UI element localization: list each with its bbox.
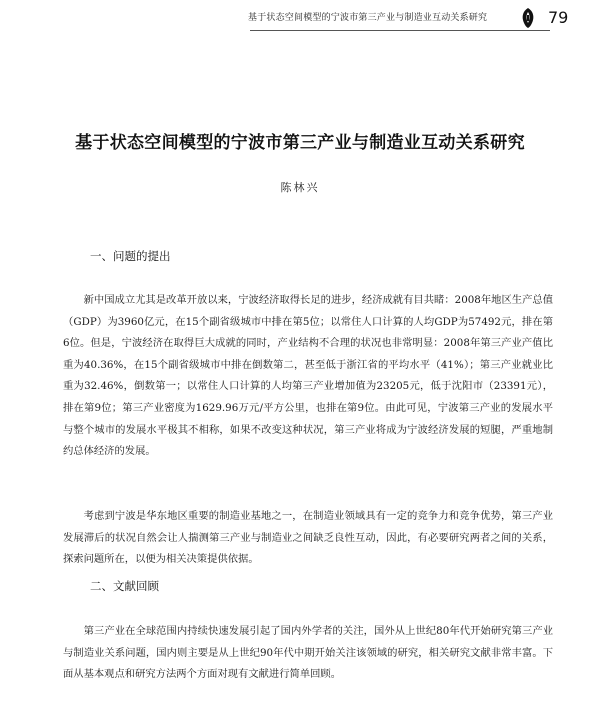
running-header: 基于状态空间模型的宁波市第三产业与制造业互动关系研究 [248,13,488,23]
body-paragraph: 新中国成立尤其是改革开放以来，宁波经济取得长足的进步，经济成就有目共睹：2008年地区生产总值（GDP）为3960亿元，在15个副省级城市中排在第5位；以常住人口计算的人均GDP为57492元，排在第6位。但是，宁波经济在取得巨大成就的同时，产业结构不合理的状况也非常明显：2008年第三产业产值比重为40.36%，在15个副省级城市中排在倒数第二，甚至低于浙江省的平均水平（41%）；第三产业就业比重为32.46%，倒数第一；以常住人口计算的人均第三产业增加值为23205元，低于沈阳市（23391元），排在第9位；第三产业密度为1629.96万元/平方公里，也排在第9位。由此可见，宁波第三产业的发展水平与整个城市的发展水平极其不相称，如果不改变这种状况，第三产业将成为宁波经济发展的短腿，严重地制约总体经济的发展。 [63,294,553,458]
article-author: 陈林兴 [280,181,320,194]
page-number: 79 [548,8,569,27]
journal-logo-icon [520,7,536,29]
article-title: 基于状态空间模型的宁波市第三产业与制造业互动关系研究 [75,133,525,153]
body-paragraph: 考虑到宁波是华东地区重要的制造业基地之一，在制造业领域具有一定的竞争力和竞争优势，第三产业发展滞后的状况自然会让人揣测第三产业与制造业之间缺乏良性互动，因此，有必要研究两者之间的关系，探索问题所在，以便为相关决策提供依据。 [63,510,553,566]
section-heading: 二、文献回顾 [90,579,159,593]
body-paragraph: 第三产业在全球范围内持续快速发展引起了国内外学者的关注，国外从上世纪80年代开始研究第三产业与制造业关系问题，国内则主要是从上世纪90年代中期开始关注该领域的研究，相关研究文献非常丰富。下面从基本观点和研究方法两个方面对现有文献进行简单回顾。 [63,625,553,681]
section-heading: 一、问题的提出 [90,249,171,263]
header-rule [250,30,550,31]
